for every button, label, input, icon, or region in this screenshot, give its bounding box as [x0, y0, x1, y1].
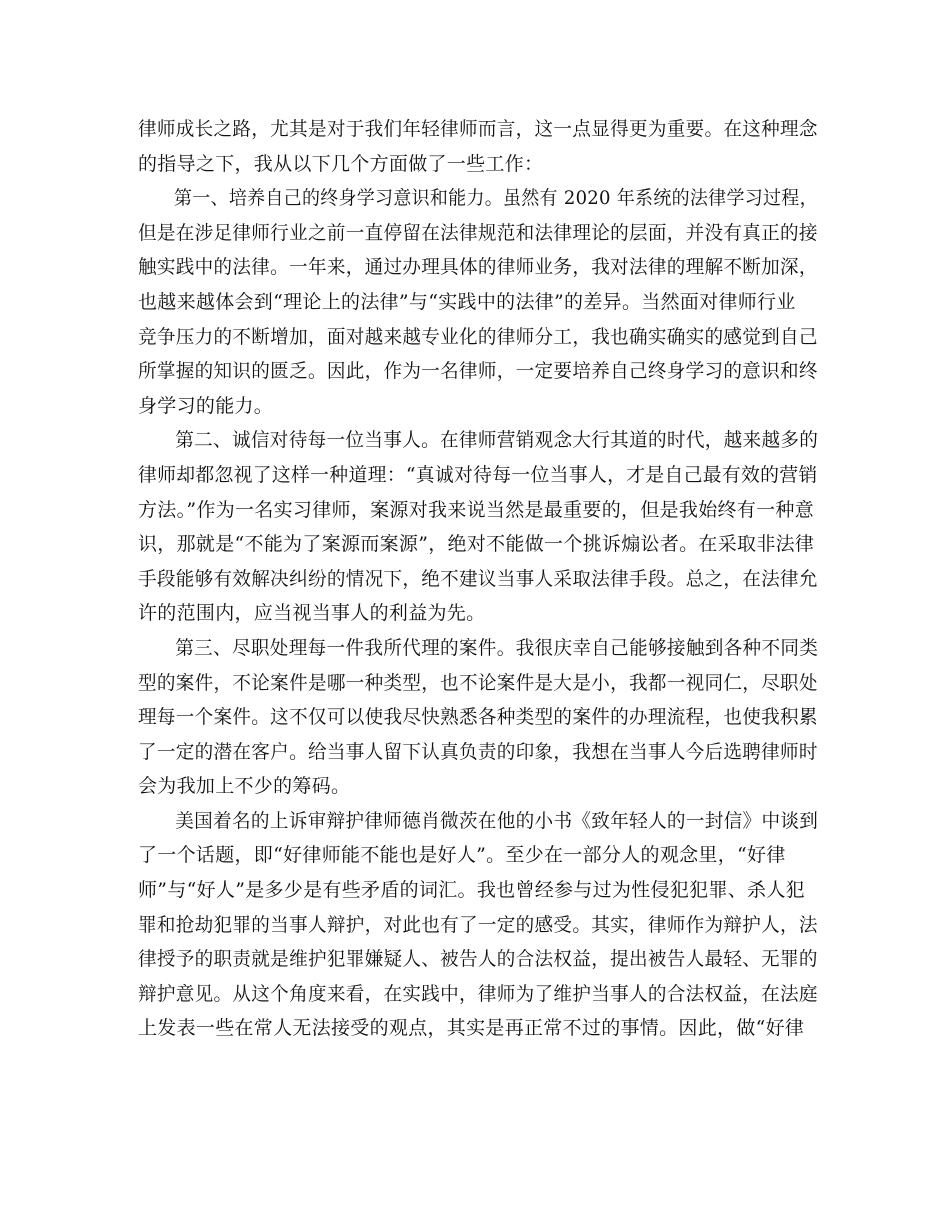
text-line: 但是在涉足律师行业之前一直停留在法律规范和法律理论的层面，并没有真正的接: [138, 221, 818, 244]
text-line: 型的案件，不论案件是哪一种类型，也不论案件是大是小，我都一视同仁，尽职处: [138, 671, 818, 694]
text-line: 辩护意见。从这个角度来看，在实践中，律师为了维护当事人的合法权益，在法庭: [138, 982, 818, 1005]
text-line: 第二、诚信对待每一位当事人。在律师营销观念大行其道的时代，越来越多的: [175, 429, 819, 452]
text-line: 手段能够有效解决纠纷的情况下，绝不建议当事人采取法律手段。总之，在法律允: [138, 567, 818, 590]
text-line: 第一、培养自己的终身学习意识和能力。虽然有 2020 年系统的法律学习过程，: [173, 187, 818, 210]
text-line: 了一定的潜在客户。给当事人留下认真负责的印象，我想在当事人今后选聘律师时: [138, 740, 818, 763]
text-line: 触实践中的法律。一年来，通过办理具体的律师业务，我对法律的理解不断加深，: [138, 256, 818, 279]
text-line: 许的范围内，应当视当事人的利益为先。: [138, 602, 486, 625]
document-body: [138, 112, 818, 1046]
text-line: 第三、尽职处理每一件我所代理的案件。我很庆幸自己能够接触到各种不同类: [175, 636, 819, 659]
text-line: 了一个话题，即“好律师能不能也是好人”。至少在一部分人的观念里，“好律: [138, 844, 786, 867]
text-line: 的指导之下，我从以下几个方面做了一些工作：: [138, 152, 544, 175]
text-line: 罪和抢劫犯罪的当事人辩护，对此也有了一定的感受。其实，律师作为辩护人，法: [138, 913, 818, 936]
text-line: 律师成长之路，尤其是对于我们年轻律师而言，这一点显得更为重要。在这种理念: [138, 118, 818, 140]
text-line: 律师却都忽视了这样一种道理：“真诚对待每一位当事人，才是自己最有效的营销: [138, 463, 818, 486]
text-line: 美国着名的上诉审辩护律师德肖微茨在他的小书《致年轻人的一封信》中谈到: [175, 809, 819, 832]
text-line: 方法。”作为一名实习律师，案源对我来说当然是最重要的，但是我始终有一种意: [138, 498, 815, 521]
text-line: 也越来越体会到“理论上的法律”与“实践中的法律”的差异。当然面对律师行业: [138, 290, 796, 313]
text-line: 师”与“好人”是多少是有些矛盾的词汇。我也曾经参与过为性侵犯犯罪、杀人犯: [138, 879, 805, 902]
text-line: 身学习的能力。: [138, 394, 274, 417]
text-line: 律授予的职责就是维护犯罪嫌疑人、被告人的合法权益，提出被告人最轻、无罪的: [138, 948, 818, 971]
text-line: 识，那就是“不能为了案源而案源”，绝对不能做一个挑诉煽讼者。在采取非法律: [138, 533, 815, 556]
text-line: 竞争压力的不断增加，面对越来越专业化的律师分工，我也确实确实的感觉到自己: [138, 325, 818, 348]
text-line: 上发表一些在常人无法接受的观点，其实是再正常不过的事情。因此，做“好律: [138, 1017, 805, 1040]
text-line: 会为我加上不少的筹码。: [138, 775, 351, 798]
text-line: 理每一个案件。这不仅可以使我尽快熟悉各种类型的案件的办理流程，也使我积累: [138, 706, 818, 729]
text-line: 所掌握的知识的匮乏。因此，作为一名律师，一定要培养自己终身学习的意识和终: [138, 360, 818, 383]
